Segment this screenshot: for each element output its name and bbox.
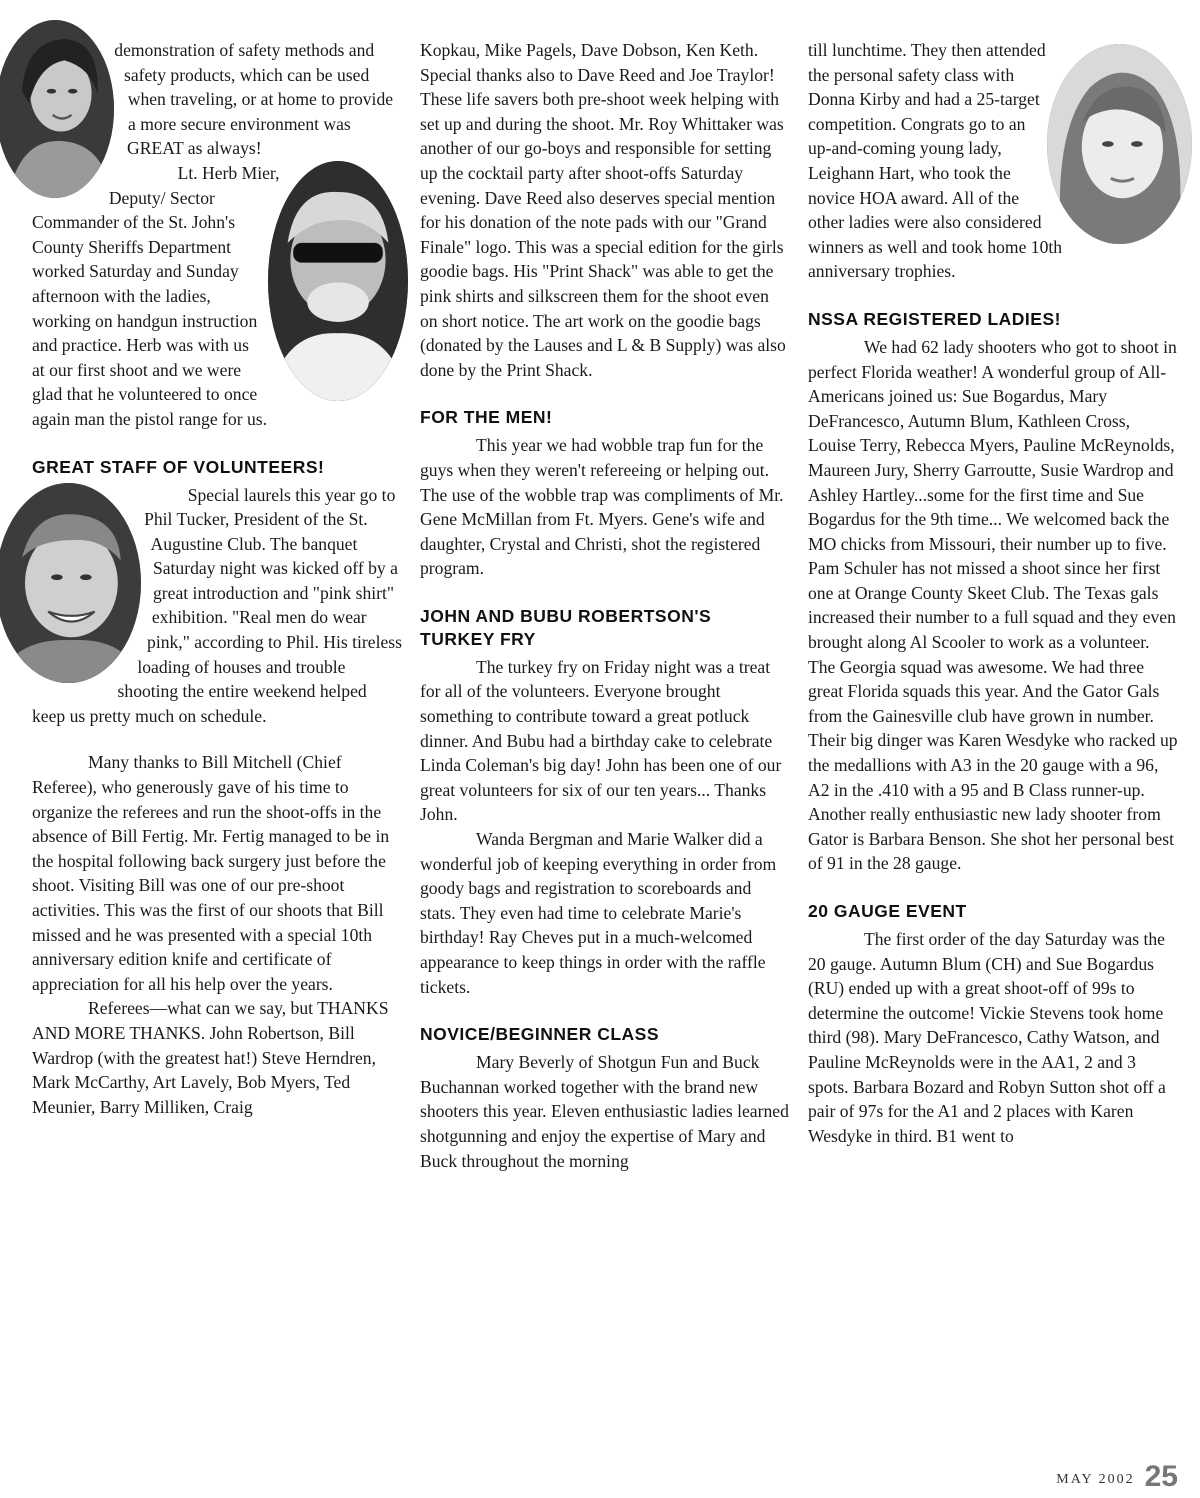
col2-paragraph-4: Wanda Bergman and Marie Walker did a wonderful job of keeping everything in order from goody bags and registration to scoreboards and stats. They even had time to celebrate Marie's birthday! Ray Cheves put in a much-welcomed appearance to keep things in order with the raffle tickets. [420,829,777,997]
page-number: 25 [1144,1460,1178,1493]
col1-paragraph-5: Referees—what can we say, but THANKS AND MORE THANKS. John Robertson, Bill Wardrop (with the greatest hat!) Steve Herndren, Mark McCarthy, Art Lavely, Bob Myers, Ted Meunier, Barry Milliken, Craig [32,998,389,1117]
col3-paragraph-3: The first order of the day Saturday was the 20 gauge. Autumn Blum (CH) and Sue Bogardus (RU) ended up with a great shoot-off of 99s to determine the outcome! Vickie Stevens took home third (98). Mary DeFrancesco, Cathy Watson, and Pauline McReynolds were in the AA1, 2 and 3 spots. Barbara Bozard and Robyn Sutton shot off a pair of 97s for the A1 and 2 places with Karen Wesdyke in third. B1 went to [808,929,1166,1146]
column-3 [808,38,1180,1148]
col1-paragraph-4: Many thanks to Bill Mitchell (Chief Referee), who generously gave of his time to organize the referees and run the shoot-offs in the absence of Bill Fertig. Mr. Fertig managed to be in the hospital following back surgery just before the shoot. Visiting Bill was one of our pre-shoot activities. This was the first of our shoots that Bill missed and he was presented with a special 10th anniversary edition knife and certificate of appreciation for all his help over the years. [32,752,390,994]
col1-paragraph-2 [32,161,402,432]
issue-date: MAY 2002 [1056,1472,1135,1487]
portrait-man-sunglasses-icon [268,161,408,401]
col1-paragraph-3 [32,483,402,729]
page-footer [1056,1460,1178,1493]
portrait-girl-icon [1047,44,1192,244]
col2-paragraph-1: Kopkau, Mike Pagels, Dave Dobson, Ken Keth. Special thanks also to Dave Reed and Joe Traylor! These life savers both pre-shoot week helping with set up and during the shoot. Mr. Roy Whittaker was another of our go-boys and responsible for setting up the cocktail party after shoot-offs Saturday evening. Dave Reed also deserves special mention for his donation of the note pads with our "Grand Finale" logo. This was a special edition for the girls goodie bags. His "Print Shack" was able to get the pink shirts and silkscreen them for the shoot even on short notice. The art work on the goodie bags (donated by the Lauses and L & B Supply) was also done by the Print Shack. [420,40,786,380]
heading-novice: NOVICE/BEGINNER CLASS [420,1024,659,1045]
col1-paragraph-1: demonstration of safety methods and safety products, which can be used when traveling, or at home to provide a more secure environment was GREAT as always! [114,40,394,159]
col1-paragraph-2-text: Lt. Herb Mier, Deputy/ Sector Commander of the St. John's County Sheriffs Department worked Saturday and Sunday afternoon with the ladies, working on handgun instruction and practice. Herb was with us at our first shoot and we were glad that he volunteered to once again man the pistol range for us. [32,162,280,429]
heading-turkey-fry: JOHN AND BUBU ROBERTSON'S TURKEY FRY [420,605,712,649]
col1-paragraph-3-text: Special laurels this year go to Phil Tucker, President of the St. Augustine Club. The banquet Saturday night was kicked off by a great introduction and "pink shirt" exhibition. "Real men do wear pink," according to Phil. His tireless loading of houses and trouble shooting the entire weekend helped keep us pretty much on schedule. [32,484,402,726]
col2-paragraph-3: The turkey fry on Friday night was a treat for all of the volunteers. Everyone brought something to contribute toward a great potluck dinner. And Bubu had a birthday cake to celebrate Linda Coleman's big day! John has been one of our great volunteers for six of our ten years... Thanks John. [420,656,782,825]
column-1 [32,38,402,1119]
column-2 [420,38,790,1173]
col2-paragraph-2: This year we had wobble trap fun for the guys when they weren't refereeing or helping out. The use of the wobble trap was compliments of Mr. Gene McMillan from Ft. Myers. Gene's wife and daughter, Crystal and Christi, shot the registered program. [420,435,784,579]
heading-volunteers: GREAT STAFF OF VOLUNTEERS! [32,456,325,477]
portrait-man-smiling-icon [0,483,141,683]
portrait-woman-icon [0,20,114,198]
heading-men: FOR THE MEN! [420,407,553,428]
col2-paragraph-5: Mary Beverly of Shotgun Fun and Buck Buchannan worked together with the brand new shooters this year. Eleven enthusiastic ladies learned shotgunning and enjoy the expertise of Mary and Buck throughout the morning [420,1052,789,1171]
col3-paragraph-1 [808,38,1180,284]
col3-paragraph-2: We had 62 lady shooters who got to shoot in perfect Florida weather! A wonderful group of All-Americans joined us: Sue Bogardus, Mary DeFrancesco, Autumn Blum, Kathleen Cross, Louise Terry, Rebecca Myers, Pauline McReynolds, Maureen Jury, Sherry Garroutte, Susie Wardrop and Ashley Hartley...some for the first time and Sue Bogardus for the 9th time... We welcomed back the MO chicks from Missouri, their number up to five. Pam Schuler has not missed a shoot since her first one at Orange County Skeet Club. The Texas gals increased their number to a full squad and they even brought along Al Scooler to work as a volunteer. The Georgia squad was awesome. We had three great Florida squads this year. And the Gator Gals from the Gainesville club have grown in number. Their big dinger was Karen Wesdyke who racked up the medallions with A3 in the 20 gauge with a 96, A2 in the .410 with a 95 and B Class runner-up. Another really enthusiastic new lady shooter from Gator is Barbara Benson. She shot her personal best of 91 in the 28 gauge. [808,336,1178,874]
heading-nssa: NSSA REGISTERED LADIES! [808,308,1061,329]
col3-paragraph-1-text: till lunchtime. They then attended the personal safety class with Donna Kirby and had a 25-target competition. Congrats go to an up-and-coming young lady, Leighann Hart, who took the novice HOA award. All of the other ladies were also considered winners as well and took home 10th anniversary trophies. [808,40,1063,282]
heading-20-gauge: 20 GAUGE EVENT [808,901,967,921]
